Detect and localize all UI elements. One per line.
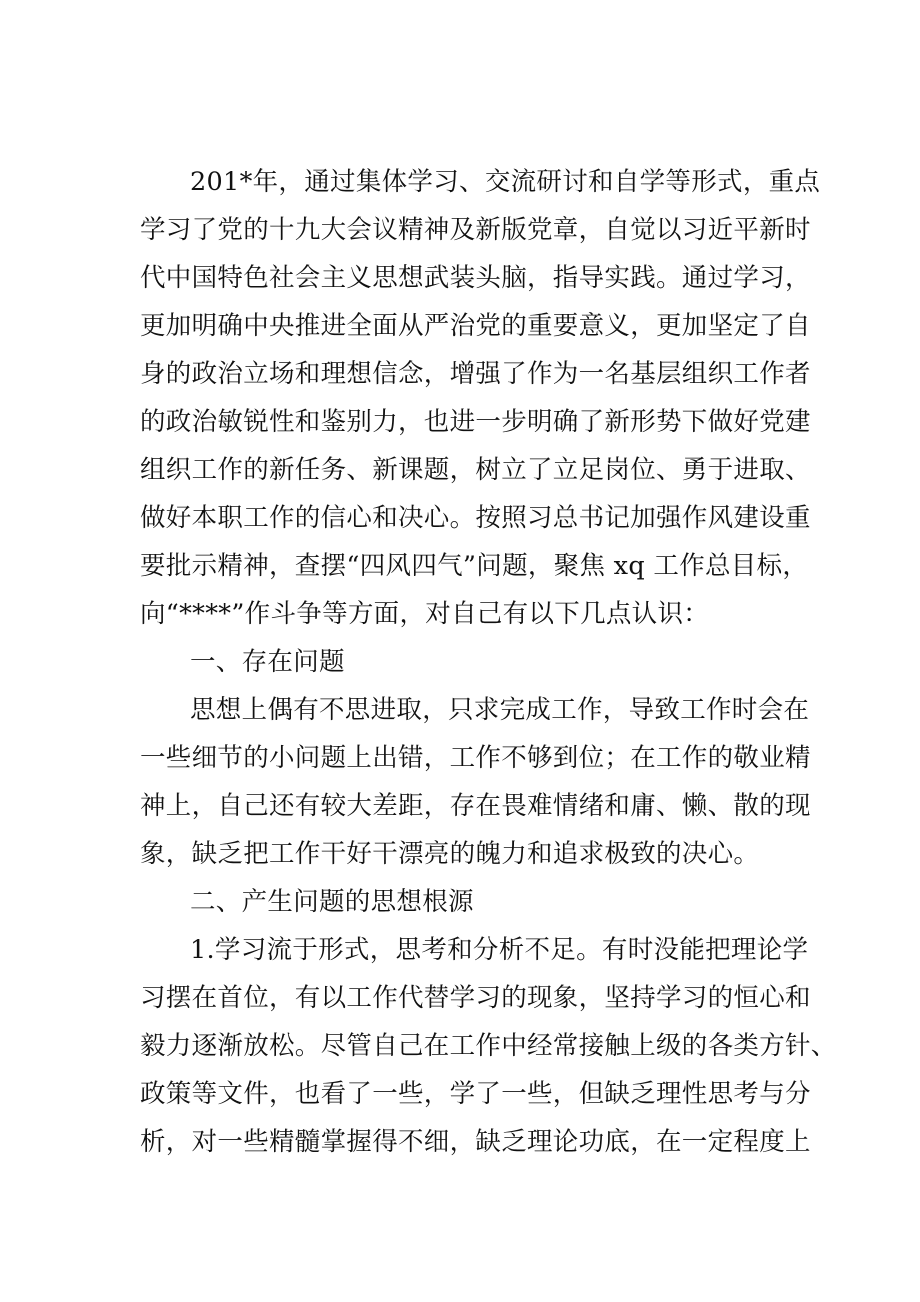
paragraph-line: 析，对一些精髓掌握得不细，缺乏理论功底，在一定程度上 — [140, 1127, 811, 1157]
section-heading: 二、产生问题的思想根源 — [190, 887, 474, 917]
paragraph-line: 组织工作的新任务、新课题，树立了立足岗位、勇于进取、 — [140, 455, 811, 485]
section-heading: 一、存在问题 — [190, 647, 345, 677]
paragraph-line: 向“****”作斗争等方面，对自己有以下几点认识： — [140, 599, 710, 629]
paragraph-line: 毅力逐渐放松。尽管自己在工作中经常接触上级的各类方针、 — [140, 1031, 837, 1061]
paragraph-line: 习摆在首位，有以工作代替学习的现象，坚持学习的恒心和 — [140, 983, 811, 1013]
paragraph-line: 201*年，通过集体学习、交流研讨和自学等形式，重点 — [190, 167, 821, 197]
paragraph-line: 的政治敏锐性和鉴别力，也进一步明确了新形势下做好党建 — [140, 407, 811, 437]
paragraph-line: 代中国特色社会主义思想武装头脑，指导实践。通过学习， — [140, 263, 811, 293]
paragraph-line: 学习了党的十九大会议精神及新版党章，自觉以习近平新时 — [140, 215, 811, 245]
paragraph-line: 政策等文件，也看了一些，学了一些，但缺乏理性思考与分 — [140, 1079, 811, 1109]
paragraph-line: 更加明确中央推进全面从严治党的重要意义，更加坚定了自 — [140, 311, 811, 341]
paragraph-line: 做好本职工作的信心和决心。按照习总书记加强作风建设重 — [140, 503, 811, 533]
paragraph-line: 神上，自己还有较大差距，存在畏难情绪和庸、懒、散的现 — [140, 791, 811, 821]
paragraph-line: 要批示精神，查摆“四风四气”问题，聚焦 xq 工作总目标， — [140, 551, 809, 581]
paragraph-line: 思想上偶有不思进取，只求完成工作，导致工作时会在 — [190, 695, 810, 725]
paragraph-line: 一些细节的小问题上出错，工作不够到位；在工作的敬业精 — [140, 743, 811, 773]
paragraph-line: 身的政治立场和理想信念，增强了作为一名基层组织工作者 — [140, 359, 811, 389]
paragraph-line: 1.学习流于形式，思考和分析不足。有时没能把理论学 — [190, 935, 809, 965]
paragraph-line: 象，缺乏把工作干好干漂亮的魄力和追求极致的决心。 — [140, 839, 760, 869]
